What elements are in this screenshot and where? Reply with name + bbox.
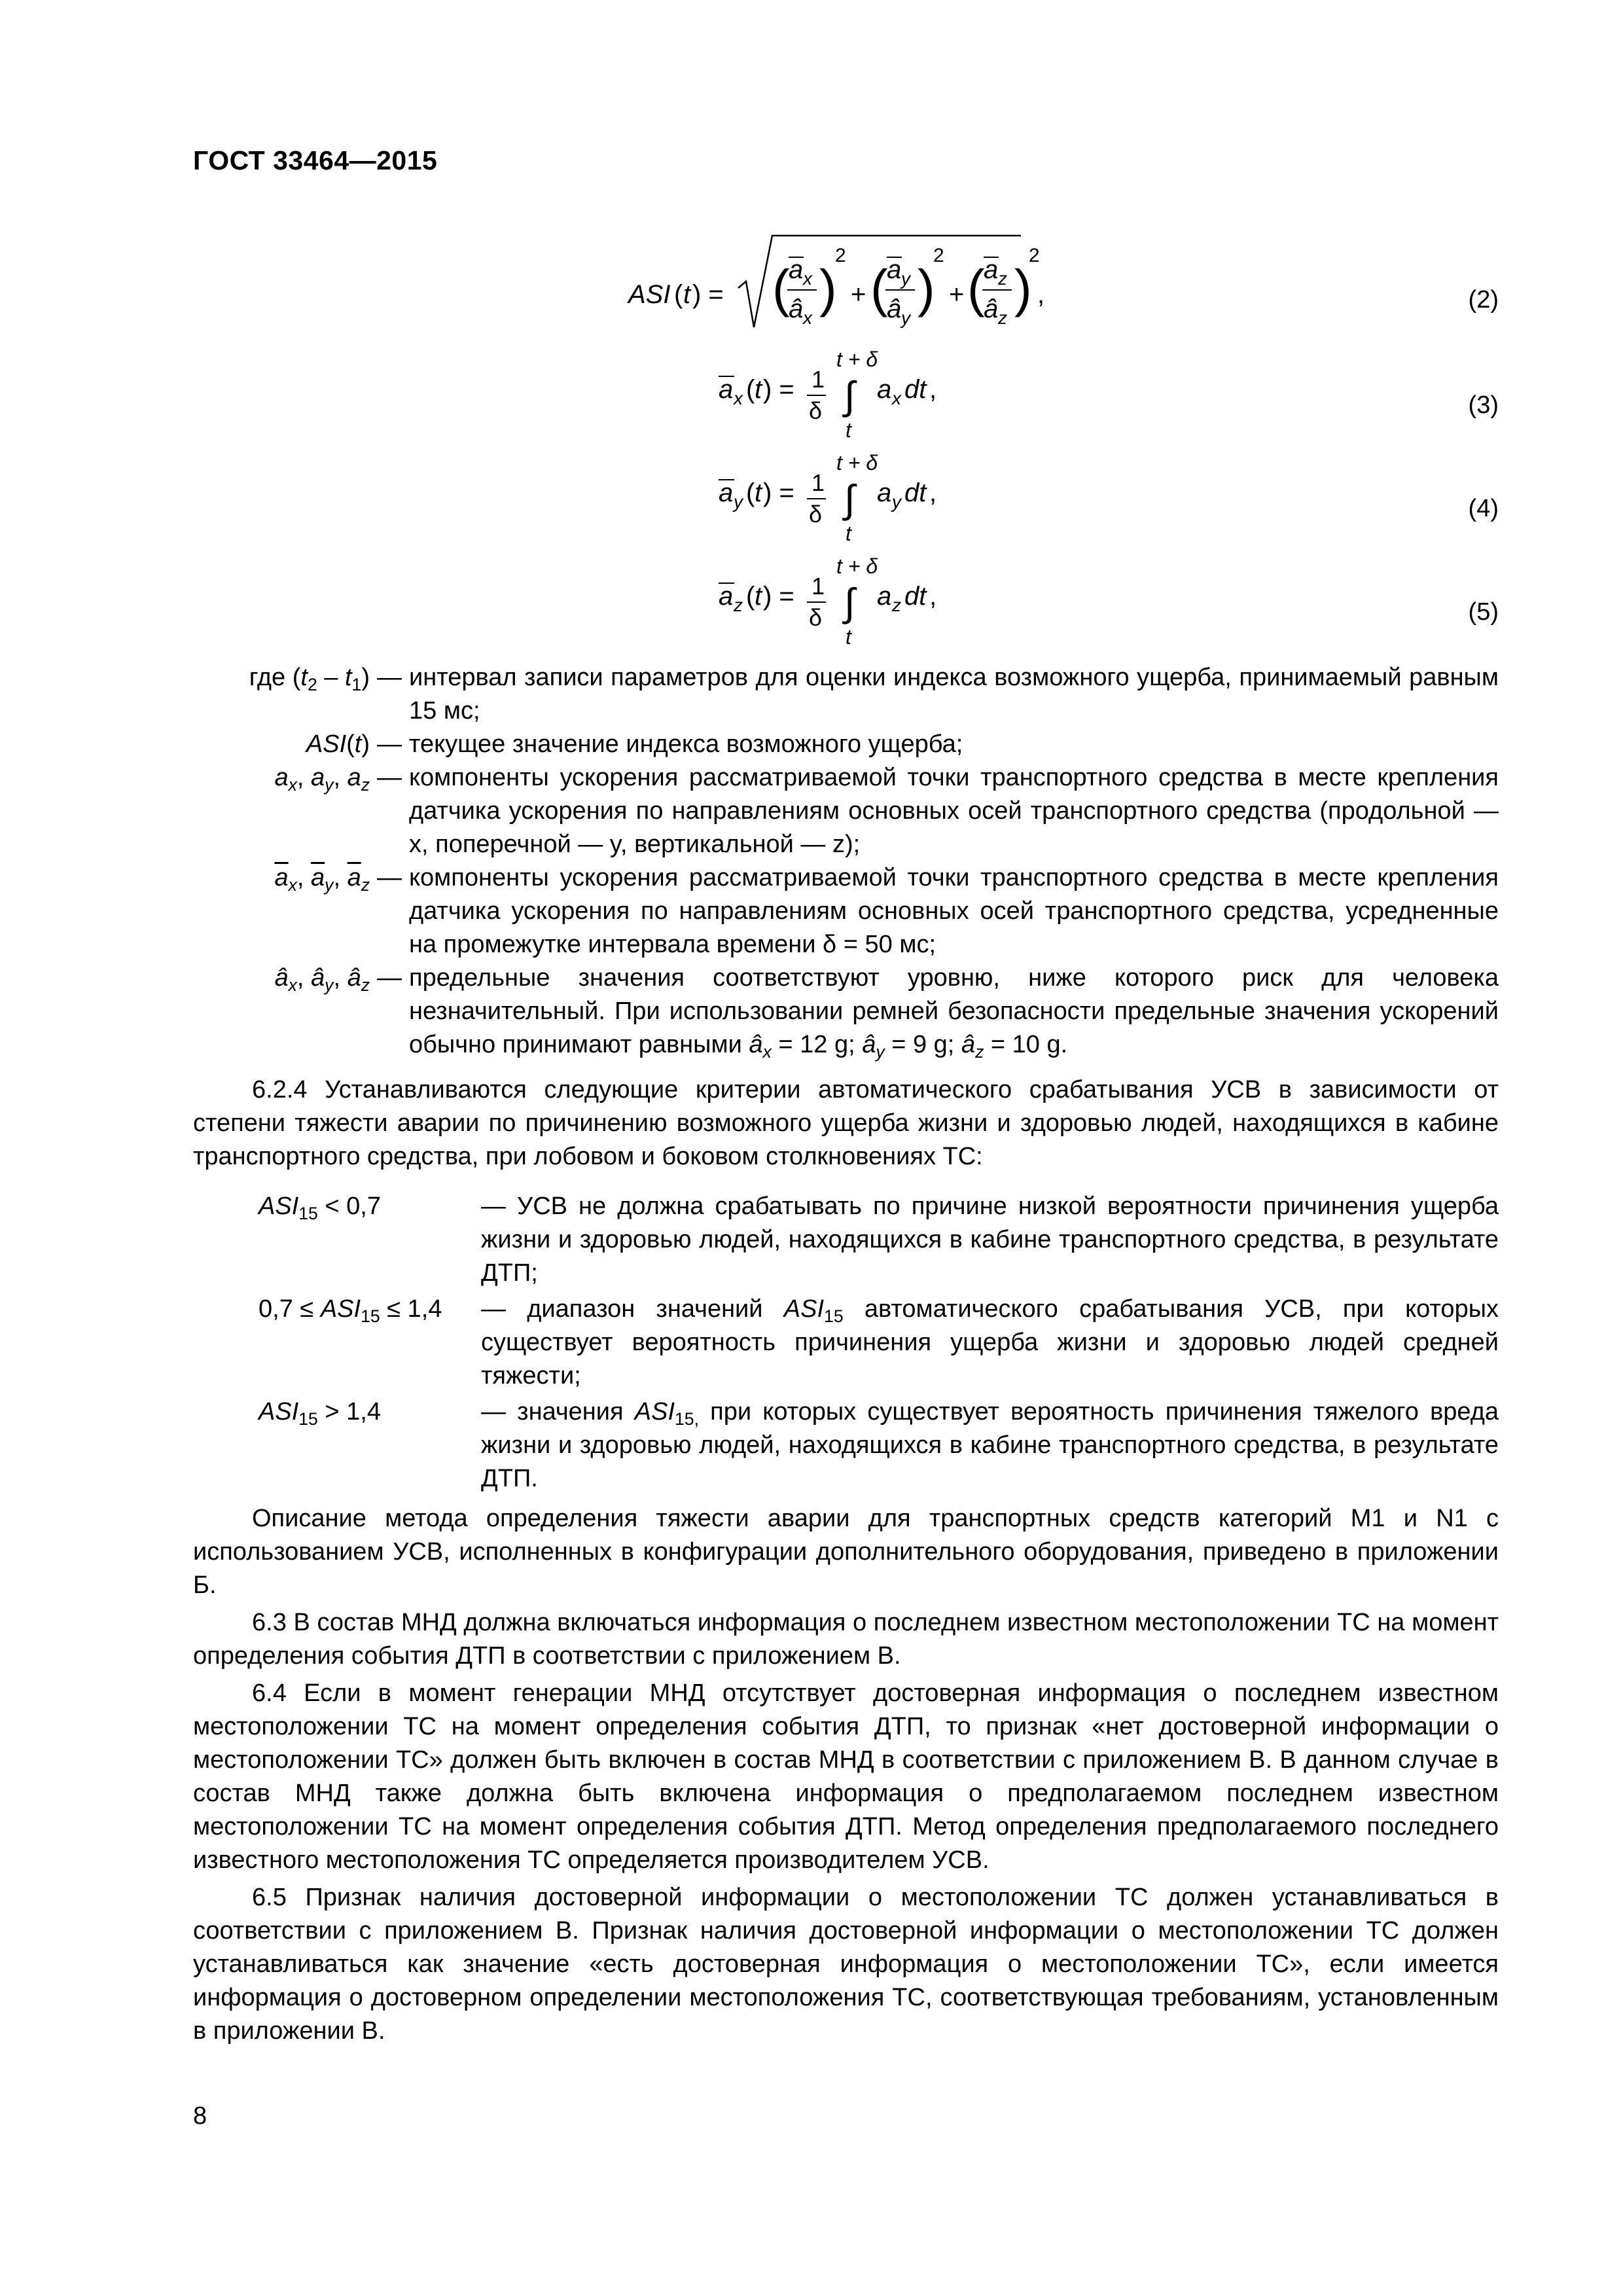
- criterion-row: [193, 1190, 1499, 1290]
- svg-text:y: y: [734, 492, 743, 512]
- criteria-list: [193, 1190, 1499, 1498]
- criterion-row: [193, 1293, 1499, 1393]
- criterion-desc: — диапазон значений $ASI_{15}$ автоматического срабатывания УСВ, при которых существует вероятность причинения ущерба жизни и здоровью людей средней тяжести;: [481, 1295, 1499, 1390]
- svg-text:δ: δ: [809, 501, 823, 528]
- svg-text:) =: ) =: [763, 375, 794, 404]
- equation-4: [719, 451, 936, 545]
- svg-text:a: a: [887, 255, 902, 284]
- svg-text:(: (: [674, 280, 683, 309]
- svg-text:,: ,: [929, 375, 937, 404]
- equation-3: [719, 348, 936, 442]
- svg-text:(: (: [746, 478, 755, 507]
- svg-text:∫: ∫: [844, 581, 855, 624]
- criterion-row: [193, 1395, 1499, 1496]
- svg-text:â: â: [984, 295, 999, 323]
- svg-text:∫: ∫: [844, 477, 855, 521]
- criterion-desc: — УСВ не должна срабатывать по причине низкой вероятности причинения ущерба жизни и здоровью людей, находящихся в кабине транспортного средства, в результате ДТП;: [481, 1193, 1499, 1287]
- svg-text:,: ,: [929, 478, 937, 507]
- page-number: 8: [193, 2102, 207, 2130]
- svg-text:â: â: [887, 295, 902, 323]
- svg-text:a: a: [877, 375, 892, 404]
- definition-term: $a_x$, $a_y$, $a_z$: [274, 764, 370, 795]
- svg-text:t: t: [846, 522, 851, 545]
- svg-text:z: z: [734, 595, 743, 615]
- paragraph-6-4: 6.4 Если в момент генерации МНД отсутствует достоверная информация о последнем известном местоположении ТС на момент определения события ДТП, то признак «нет достоверной информации о местоположении ТС» должен быть включен в состав МНД в соответствии с приложением В. В данном случае в состав МНД также должна быть включена информация о предполагаемом последнем известном местоположении ТС на момент определения события ДТП. Метод определения предполагаемого последнего известного местоположения ТС определяется производителем УСВ.: [193, 1679, 1499, 1874]
- svg-text:a: a: [719, 582, 734, 611]
- svg-text:2: 2: [835, 245, 846, 266]
- svg-text:δ: δ: [809, 604, 823, 631]
- definition-desc: текущее значение индекса возможного ущерба;: [409, 730, 963, 758]
- equation-number-4: (4): [1468, 495, 1499, 522]
- definition-term: $â_x$, $â_y$, $â_z$: [274, 964, 370, 995]
- document-header: ГОСТ 33464—2015: [193, 145, 438, 175]
- definition-term: ASI(t): [306, 730, 370, 758]
- equation-number-5: (5): [1468, 598, 1499, 626]
- definitions-list: [193, 661, 1499, 1062]
- svg-text:(: (: [967, 259, 985, 317]
- svg-text:a: a: [877, 582, 892, 611]
- svg-text:â: â: [789, 295, 804, 323]
- definition-term: $\overline{a}_x$, $\overline{a}_y$, $\overline{a}_z$: [274, 864, 370, 895]
- criterion-term: $ASI_{15} < 0,7$: [259, 1193, 381, 1223]
- svg-text:x: x: [803, 268, 812, 289]
- equation-number-3: (3): [1468, 391, 1499, 419]
- criterion-desc: — значения $ASI_{15,}$ при которых существует вероятность причинения тяжелого вреда жизни и здоровью людей, находящихся в кабине транспортного средства, в результате ДТП.: [481, 1398, 1499, 1492]
- paragraph-appendix-b: Описание метода определения тяжести аварии для транспортных средств категорий М1 и N1 с использованием УСВ, исполненных в конфигурации дополнительного оборудования, приведено в приложении Б.: [193, 1505, 1499, 1599]
- definition-a-components: $a_x$, $a_y$, $a_z$ — компоненты ускорения рассматриваемой точки транспортного средства в месте крепления датчика ускорения по направлениям основных осей транспортного средства (продольной — x, поперечной — y, вертикальной — z);: [193, 761, 1499, 861]
- equation-2: [627, 236, 1044, 328]
- svg-text:a: a: [789, 255, 804, 284]
- svg-text:a: a: [719, 478, 734, 507]
- section-6-2-4: [193, 1073, 1499, 1177]
- svg-text:(: (: [746, 375, 755, 404]
- definition-desc: интервал записи параметров для оценки индекса возможного ущерба, принимаемый равным 15 мс;: [409, 664, 1499, 725]
- svg-text:,: ,: [929, 582, 937, 611]
- svg-text:x: x: [803, 308, 812, 328]
- svg-text:t: t: [846, 625, 851, 649]
- svg-text:dt: dt: [904, 375, 927, 404]
- definition-a-averaged: $\overline{a}_x$, $\overline{a}_y$, $\overline{a}_z$ — компоненты ускорения рассматриваемой точки транспортного средства в месте крепления датчика ускорения по направлениям основных осей транспортного средства, усредненные на промежутке интервала времени δ = 50 мс;: [193, 861, 1499, 961]
- svg-text:(: (: [870, 259, 888, 317]
- svg-text:a: a: [877, 478, 892, 507]
- definition-interval: где $(t_2 - t_1)$ — интервал записи параметров для оценки индекса возможного ущерба, принимаемый равным 15 мс;: [193, 661, 1499, 728]
- formula-block: [0, 0, 1623, 661]
- svg-text:a: a: [984, 255, 999, 284]
- svg-text:1: 1: [812, 573, 825, 600]
- svg-text:t + δ: t + δ: [836, 348, 878, 371]
- body-paragraphs: [193, 1502, 1499, 2052]
- definition-term: где $(t_2 - t_1)$: [249, 664, 370, 694]
- svg-text:(: (: [772, 259, 790, 317]
- equation-number-2: (2): [1468, 286, 1499, 314]
- svg-text:y: y: [901, 268, 910, 289]
- equation-5: [719, 554, 936, 649]
- definition-desc: компоненты ускорения рассматриваемой точки транспортного средства в месте крепления датчика ускорения по направлениям основных осей транспортного средства, усредненные на промежутке интервала времени δ = 50 мс;: [409, 864, 1499, 958]
- svg-text:y: y: [901, 308, 910, 328]
- svg-text:dt: dt: [904, 582, 927, 611]
- svg-text:z: z: [998, 308, 1007, 328]
- svg-text:t: t: [755, 478, 762, 507]
- svg-text:ASI: ASI: [628, 280, 671, 309]
- svg-text:t: t: [755, 582, 762, 611]
- svg-text:t + δ: t + δ: [836, 554, 878, 578]
- svg-text:t: t: [755, 375, 762, 404]
- criterion-term: $0,7 \le ASI_{15} \le 1,4$: [259, 1295, 442, 1326]
- svg-text:): ): [819, 259, 837, 317]
- svg-text:δ: δ: [809, 397, 823, 424]
- svg-text:2: 2: [933, 245, 944, 266]
- svg-text:z: z: [892, 595, 901, 615]
- svg-text:+: +: [851, 280, 866, 309]
- svg-text:(: (: [746, 582, 755, 611]
- svg-text:x: x: [892, 388, 901, 408]
- definition-asi: ASI(t) — текущее значение индекса возможного ущерба;: [193, 728, 1499, 761]
- paragraph-6-3: 6.3 В состав МНД должна включаться информация о последнем известном местоположении ТС на момент определения события ДТП в соответствии с приложением В.: [193, 1609, 1499, 1670]
- definition-a-limit: $â_x$, $â_y$, $â_z$ — предельные значения соответствуют уровню, ниже которого риск для человека незначительный. При использовании ремней безопасности предельные значения ускорений обычно принимают равными $â_x = 12$ g; $â_y = 9$ g; $â_z = 10$ g.: [193, 961, 1499, 1062]
- paragraph: 6.2.4 Устанавливаются следующие критерии автоматического срабатывания УСВ в зависимости от степени тяжести аварии по причинению возможного ущерба жизни и здоровью людей, находящихся в кабине транспортного средства, при лобовом и боковом столкновениях ТС:: [193, 1076, 1499, 1170]
- definition-desc: компоненты ускорения рассматриваемой точки транспортного средства в месте крепления датчика ускорения по направлениям основных осей транспортного средства (продольной — x, поперечной — y, вертикальной — z);: [409, 764, 1499, 858]
- svg-text:dt: dt: [904, 478, 927, 507]
- svg-text:) =: ) =: [763, 582, 794, 611]
- definition-desc: предельные значения соответствуют уровню, ниже которого риск для человека незначительный. При использовании ремней безопасности предельные значения ускорений обычно принимают равными $â_x = 12$ g; $â_y = 9$ g; $â_z = 10$ g.: [409, 964, 1499, 1062]
- svg-text:t: t: [846, 418, 851, 442]
- svg-text:): ): [918, 259, 935, 317]
- svg-text:1: 1: [812, 366, 825, 393]
- svg-text:): ): [1014, 259, 1032, 317]
- svg-text:y: y: [892, 492, 901, 512]
- svg-text:,: ,: [1037, 280, 1045, 309]
- svg-text:t + δ: t + δ: [836, 451, 878, 475]
- criterion-term: $ASI_{15} > 1,4$: [259, 1398, 381, 1429]
- svg-text:a: a: [719, 375, 734, 404]
- svg-text:2: 2: [1029, 245, 1040, 266]
- svg-text:z: z: [998, 268, 1007, 289]
- svg-text:t: t: [683, 280, 691, 309]
- svg-text:1: 1: [812, 469, 825, 496]
- svg-text:∫: ∫: [844, 374, 855, 418]
- svg-text:x: x: [734, 388, 743, 408]
- svg-text:) =: ) =: [692, 280, 724, 309]
- svg-text:) =: ) =: [763, 478, 794, 507]
- paragraph-6-5: 6.5 Признак наличия достоверной информации о местоположении ТС должен устанавливаться в соответствии с приложением В. Признак наличия достоверной информации о местоположении ТС должен устанавливаться как значение «есть достоверная информация о местоположении ТС», если имеется информация о достоверном определении местоположения ТС, соответствующая требованиям, установленным в приложении В.: [193, 1884, 1499, 2045]
- svg-text:+: +: [949, 280, 965, 309]
